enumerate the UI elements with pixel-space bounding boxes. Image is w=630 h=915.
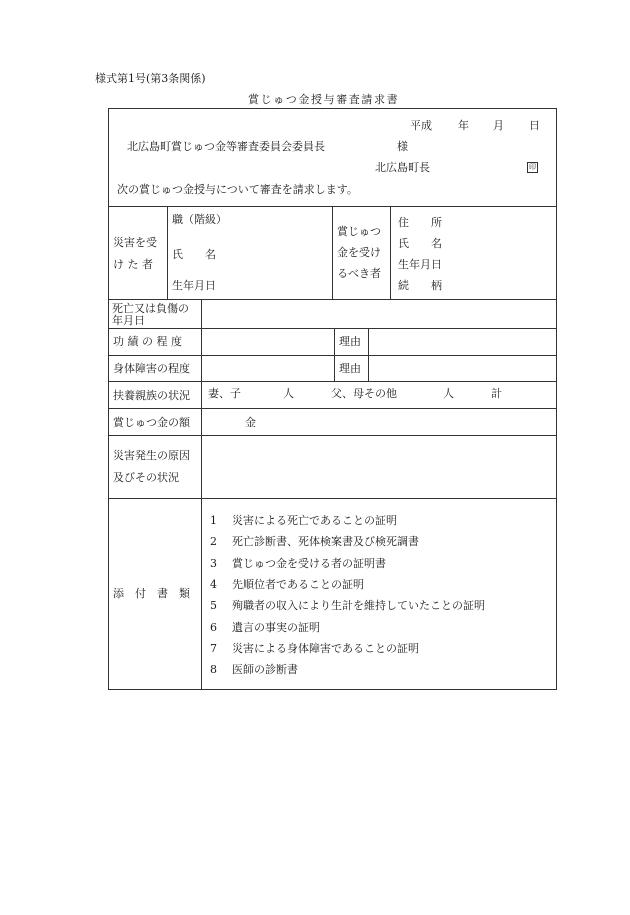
date-month: 月 <box>493 119 504 132</box>
victim-dob: 生年月日 <box>172 279 216 292</box>
attachment-no: 6 <box>210 621 217 634</box>
col-line <box>332 206 333 300</box>
attachment-item-3 <box>210 557 386 570</box>
attachment-no: 7 <box>210 642 217 655</box>
amount-label: 賞じゅつ金の額 <box>113 416 190 429</box>
col-line <box>334 328 335 382</box>
attachment-text: 医師の診断書 <box>232 663 298 676</box>
attachment-text: 先順位者であることの証明 <box>232 578 364 591</box>
dependents-spouse: 妻、子 <box>208 387 241 400</box>
attachment-item-5 <box>210 599 485 612</box>
victim-label-2: け た 者 <box>113 258 153 271</box>
merit-label: 功 績 の 程 度 <box>113 335 182 348</box>
recipient-address: 住 所 <box>398 216 442 229</box>
recipient-label-3: るべき者 <box>337 267 381 280</box>
col-line <box>368 328 369 382</box>
row-line <box>108 435 557 436</box>
date-year: 年 <box>458 119 469 132</box>
attachment-text: 死亡診断書、死体検案書及び検死調書 <box>232 535 419 548</box>
row-line <box>108 328 557 329</box>
cause-label-2: 及びその状況 <box>113 471 179 484</box>
recipient-name: 氏 名 <box>398 237 442 250</box>
dependents-person-2: 人 <box>443 387 454 400</box>
row-line <box>108 381 557 382</box>
disability-label: 身体障害の程度 <box>113 362 190 375</box>
attachment-text: 賞じゅつ金を受ける者の証明書 <box>232 557 386 570</box>
form-border-bottom <box>108 689 557 690</box>
col-line <box>201 299 202 690</box>
attachment-text: 災害による身体障害であることの証明 <box>232 642 419 655</box>
victim-label-1: 災害を受 <box>113 236 157 249</box>
recipient-dob: 生年月日 <box>398 258 442 271</box>
form-title: 賞じゅつ金授与審査請求書 <box>248 93 400 106</box>
dependents-person: 人 <box>283 387 294 400</box>
row-line <box>108 498 557 499</box>
victim-name: 氏 名 <box>172 248 216 261</box>
attachment-no: 1 <box>210 514 217 527</box>
col-line <box>390 206 391 300</box>
dependents-total: 計 <box>491 387 502 400</box>
attachment-no: 4 <box>210 578 217 591</box>
seal-mark: 印 <box>529 163 536 171</box>
attachment-text: 遺言の事実の証明 <box>232 621 320 634</box>
attachment-item-1 <box>210 514 397 527</box>
attachment-no: 8 <box>210 663 217 676</box>
attachment-no: 2 <box>210 535 217 548</box>
form-border-right <box>556 108 557 690</box>
disability-reason-label: 理由 <box>339 362 361 375</box>
col-line <box>167 206 168 300</box>
attachment-item-2 <box>210 535 419 548</box>
row-line <box>108 408 557 409</box>
death-date-label-1: 死亡又は負傷の <box>112 302 189 315</box>
date-era: 平成 <box>410 119 432 132</box>
recipient-relation: 続 柄 <box>398 279 442 292</box>
attachment-item-7 <box>210 642 419 655</box>
recipient-label-1: 賞じゅつ <box>337 225 381 238</box>
row-line <box>108 355 557 356</box>
victim-position: 職（階級） <box>172 213 227 226</box>
requester: 北広島町長 <box>375 161 430 174</box>
attachment-text: 災害による死亡であることの証明 <box>232 514 397 527</box>
attachment-item-4 <box>210 578 364 591</box>
amount-unit: 金 <box>245 416 256 429</box>
merit-reason-label: 理由 <box>339 335 361 348</box>
attachment-item-6 <box>210 621 320 634</box>
cause-label-1: 災害発生の原因 <box>113 449 190 462</box>
attachment-text: 殉職者の収入により生計を維持していたことの証明 <box>232 599 485 612</box>
form-border-left <box>108 108 109 690</box>
date-day: 日 <box>529 119 540 132</box>
attachment-no: 3 <box>210 557 217 570</box>
form-number: 様式第1号(第3条関係) <box>95 72 206 85</box>
recipient-label-2: 金を受け <box>337 246 381 259</box>
form-border-top <box>108 108 557 109</box>
attachment-item-8 <box>210 663 298 676</box>
honorific: 様 <box>397 140 408 153</box>
attachments-label: 添 付 書 類 <box>113 587 190 600</box>
death-date-label-2: 年月日 <box>112 314 145 327</box>
dependents-parents: 父、母その他 <box>331 387 397 400</box>
statement: 次の賞じゅつ金授与について審査を請求します。 <box>117 183 358 196</box>
dependents-label: 扶養親族の状況 <box>113 389 190 402</box>
addressee: 北広島町賞じゅつ金等審査委員会委員長 <box>127 140 325 153</box>
attachment-no: 5 <box>210 599 217 612</box>
